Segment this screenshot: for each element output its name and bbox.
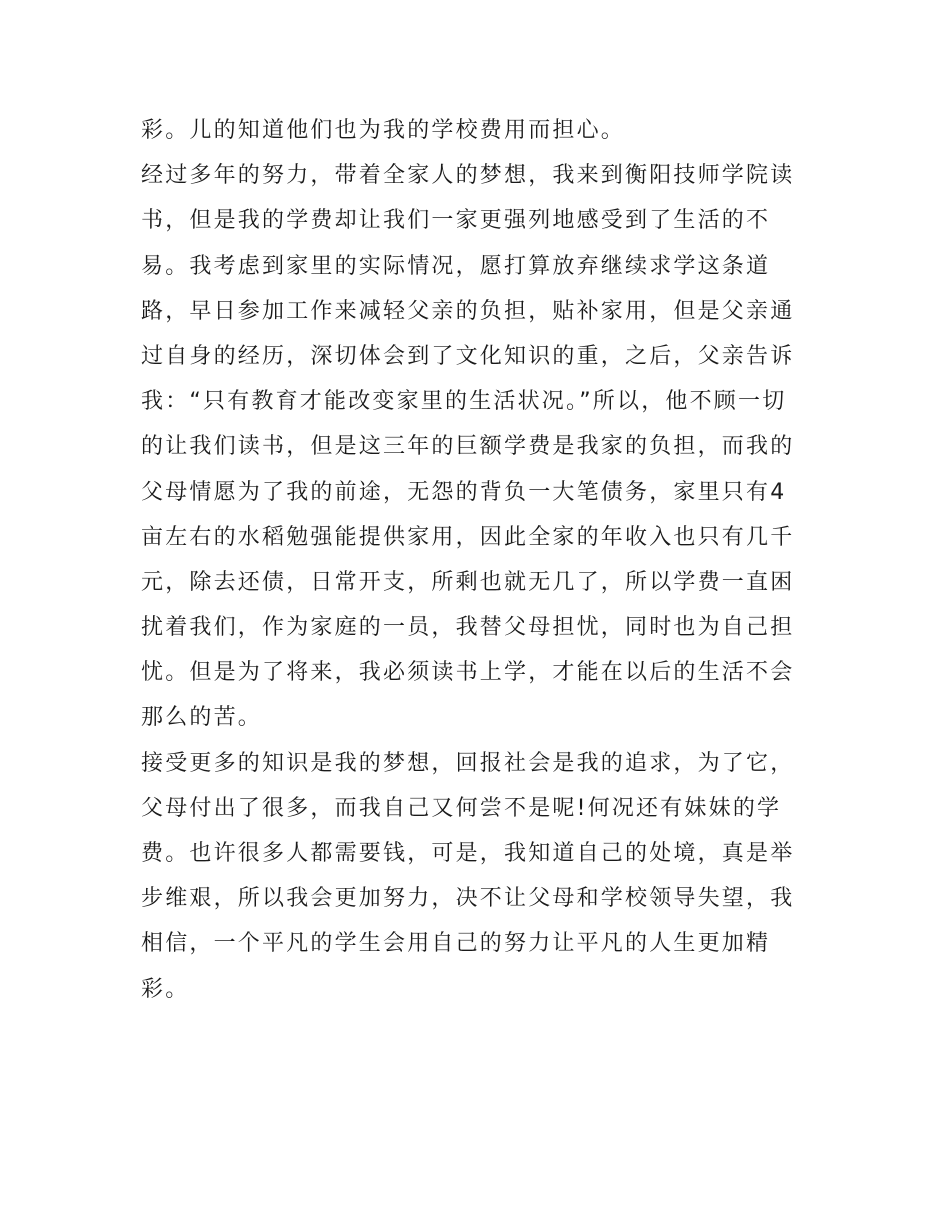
text-line: 忧。但是为了将来，我必须读书上学，才能在以后的生活不会	[141, 660, 795, 686]
text-line: 父母情愿为了我的前途，无怨的背负一大笔债务，家里只有4	[141, 479, 787, 505]
text-line: 相信，一个平凡的学生会用自己的努力让平凡的人生更加精	[141, 931, 771, 957]
text-line: 父母付出了很多，而我自己又何尝不是呢!何况还有妹妹的学	[141, 795, 782, 821]
text-line: 那么的苦。	[141, 705, 263, 731]
text-line: 费。也许很多人都需要钱，可是，我知道自己的处境，真是举	[141, 841, 795, 866]
text-line: 过自身的经历，深切体会到了文化知识的重，之后，父亲告诉	[141, 343, 795, 369]
text-line: 的让我们读书，但是这三年的巨额学费是我家的负担，而我的	[141, 434, 795, 460]
text-line: 书，但是我的学费却让我们一家更强列地感受到了生活的不	[141, 208, 771, 234]
text-line: 步维艰，所以我会更加努力，决不让父母和学校领导失望，我	[141, 886, 795, 912]
text-line: 彩。儿的知道他们也为我的学校费用而担心。	[141, 118, 626, 143]
text-line: 经过多年的努力，带着全家人的梦想，我来到衡阳技师学院读	[141, 163, 795, 189]
text-line: 亩左右的水稻勉强能提供家用，因此全家的年收入也只有几千	[141, 524, 795, 550]
text-line: 易。我考虑到家里的实际情况，愿打算放弃继续求学这条道	[141, 253, 771, 279]
text-line: 元，除去还债，日常开支，所剩也就无几了，所以学费一直困	[141, 569, 795, 595]
text-line: 接受更多的知识是我的梦想，回报社会是我的追求，为了它，	[141, 750, 795, 776]
text-line: 彩。	[141, 976, 190, 1002]
text-line: 路，早日参加工作来减轻父亲的负担，贴补家用，但是父亲通	[141, 298, 795, 324]
text-line: 我：“只有教育才能改变家里的生活状况。”所以，他不顾一切	[141, 389, 787, 415]
text-line: 扰着我们，作为家庭的一员，我替父母担忧，同时也为自己担	[141, 615, 795, 641]
document-body-text	[141, 108, 821, 1012]
